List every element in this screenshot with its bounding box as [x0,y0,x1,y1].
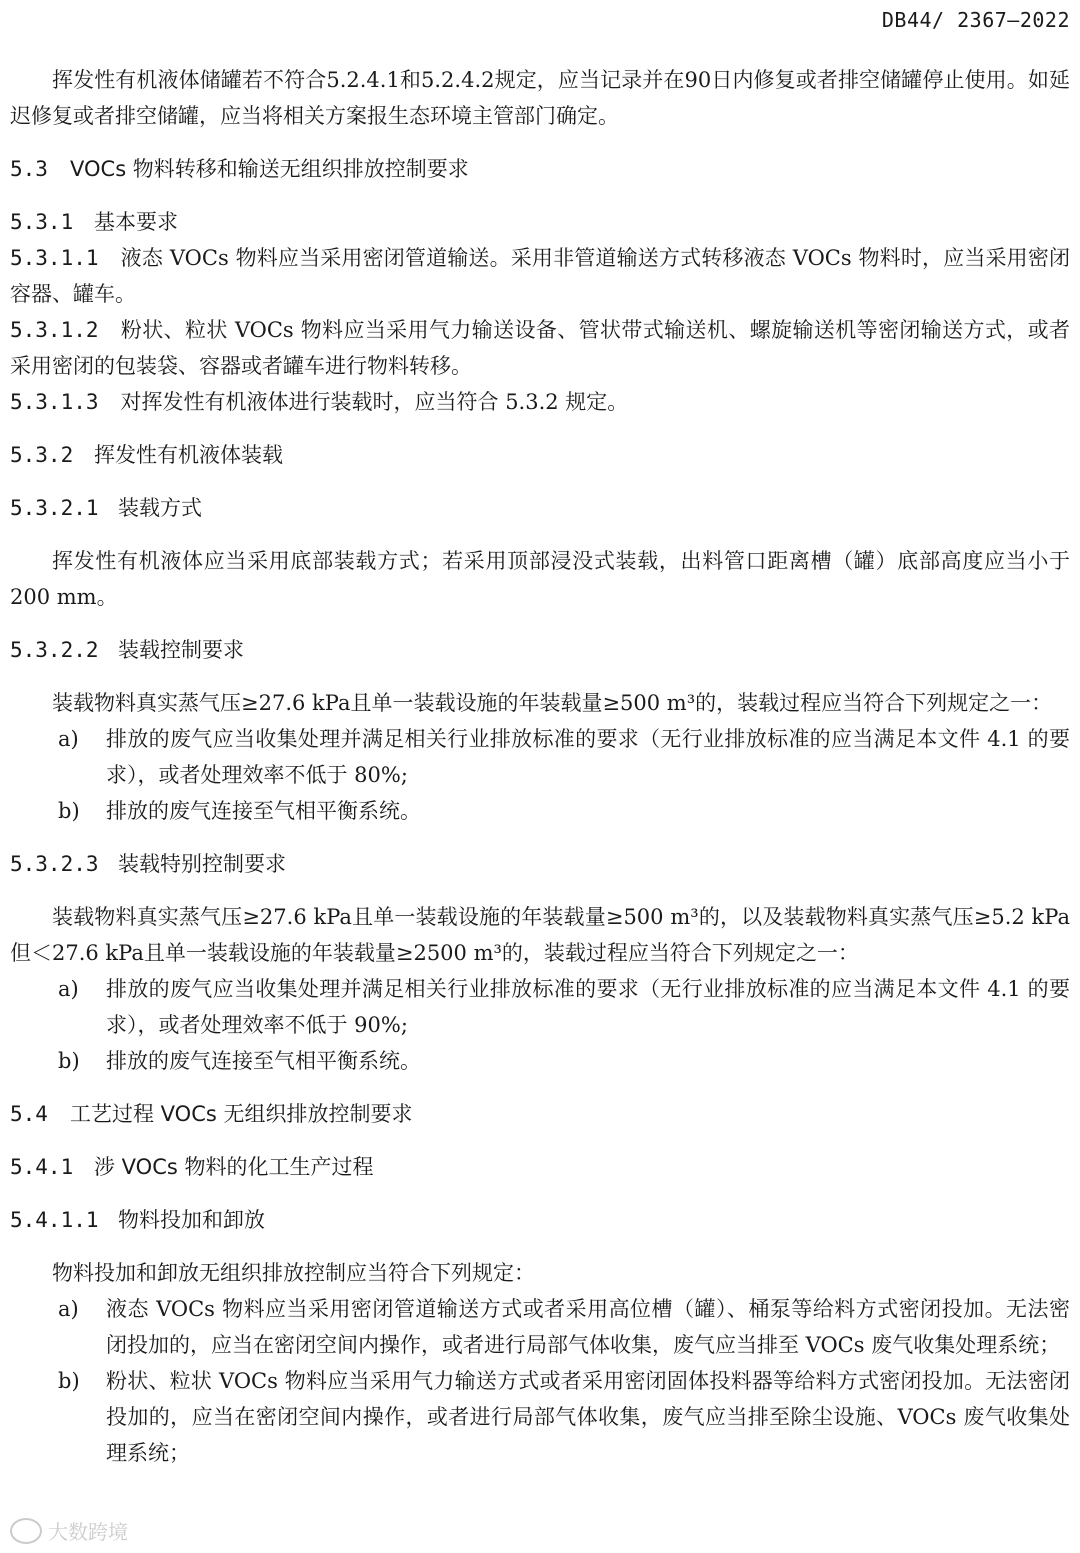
clause [10,312,1070,384]
list-text: 液态 VOCs 物料应当采用密闭管道输送方式或者采用高位槽（罐）、桶泵等给料方式密闭投加。无法密闭投加的，应当在密闭空间内操作，或者进行局部气体收集，废气应当排至 VOCs 废气收集处理系统； [106,1297,1070,1357]
clause-number: 5.3.1.3 [10,390,99,414]
section-heading [10,1202,1070,1238]
list-text: 排放的废气应当收集处理并满足相关行业排放标准的要求（无行业排放标准的应当满足本文件 4.1 的要求），或者处理效率不低于 80%; [106,727,1070,787]
section-title: 物料投加和卸放 [118,1208,265,1232]
list-text: 排放的废气连接至气相平衡系统。 [106,1049,421,1073]
section-heading [10,204,1070,240]
clause-text: 对挥发性有机液体进行装载时，应当符合 5.3.2 规定。 [120,390,629,414]
list-text: 粉状、粒状 VOCs 物料应当采用气力输送方式或者采用密闭固体投料器等给料方式密闭投加。无法密闭投加的，应当在密闭空间内操作，或者进行局部气体收集，废气应当排至除尘设施、VOCs 废气收集处理系统； [106,1369,1070,1465]
section-heading [10,437,1070,473]
clause-number: 5.3.1.2 [10,318,99,342]
weibo-logo-icon [10,1518,42,1544]
section-number: 5.3 [10,157,48,181]
section-number: 5.3.2.3 [10,852,99,876]
document-number: DB44/ 2367—2022 [881,8,1070,32]
list-item [58,721,1070,793]
clause [10,384,1070,420]
watermark [10,1516,128,1545]
list-text: 排放的废气连接至气相平衡系统。 [106,799,421,823]
clause-text: 液态 VOCs 物料应当采用密闭管道输送。采用非管道输送方式转移液态 VOCs 物料时，应当采用密闭容器、罐车。 [10,246,1070,306]
section-title: 挥发性有机液体装载 [94,443,283,467]
paragraph: 挥发性有机液体储罐若不符合5.2.4.1和5.2.4.2规定，应当记录并在90日内修复或者排空储罐停止使用。如延迟修复或者排空储罐，应当将相关方案报生态环境主管部门确定。 [10,68,1070,128]
section-heading [10,1149,1070,1185]
section-title: 装载方式 [118,496,202,520]
section-title: 装载特别控制要求 [118,852,286,876]
section-title: 工艺过程 VOCs 无组织排放控制要求 [70,1102,413,1126]
list-item [58,971,1070,1043]
list-text: 排放的废气应当收集处理并满足相关行业排放标准的要求（无行业排放标准的应当满足本文件 4.1 的要求），或者处理效率不低于 90%; [106,977,1070,1037]
section-number: 5.4 [10,1102,48,1126]
list-label: b) [58,1049,80,1073]
list-item [58,1043,1070,1079]
document-body [10,62,1070,1471]
clause [10,240,1070,312]
section-number: 5.3.2 [10,443,74,467]
list-item [58,1363,1070,1471]
section-number: 5.4.1.1 [10,1208,99,1232]
paragraph: 装载物料真实蒸气压≥27.6 kPa且单一装载设施的年装载量≥500 m³的，装载过程应当符合下列规定之一： [52,691,1053,715]
list-label: a) [58,727,79,751]
section-heading [10,846,1070,882]
list-label: a) [58,1297,79,1321]
list-item [58,1291,1070,1363]
section-title: 涉 VOCs 物料的化工生产过程 [94,1155,374,1179]
list-label: b) [58,799,80,823]
watermark-text: 大数跨境 [48,1520,128,1544]
section-title: 装载控制要求 [118,638,244,662]
list-item [58,793,1070,829]
section-title: 基本要求 [94,210,178,234]
section-heading [10,490,1070,526]
section-heading [10,1096,1070,1132]
list-label: b) [58,1369,80,1393]
list-label: a) [58,977,79,1001]
clause-number: 5.3.1.1 [10,246,99,270]
paragraph: 物料投加和卸放无组织排放控制应当符合下列规定： [52,1261,535,1285]
section-heading [10,151,1070,187]
paragraph: 装载物料真实蒸气压≥27.6 kPa且单一装载设施的年装载量≥500 m³的，以及装载物料真实蒸气压≥5.2 kPa但＜27.6 kPa且单一装载设施的年装载量≥2500 m³的，装载过程应当符合下列规定之一： [10,905,1070,965]
paragraph: 挥发性有机液体应当采用底部装载方式；若采用顶部浸没式装载，出料管口距离槽（罐）底部高度应当小于200 mm。 [10,549,1070,609]
section-heading [10,632,1070,668]
section-number: 5.4.1 [10,1155,74,1179]
section-title: VOCs 物料转移和输送无组织排放控制要求 [70,157,469,181]
clause-text: 粉状、粒状 VOCs 物料应当采用气力输送设备、管状带式输送机、螺旋输送机等密闭输送方式，或者采用密闭的包装袋、容器或者罐车进行物料转移。 [10,318,1070,378]
section-number: 5.3.1 [10,210,74,234]
section-number: 5.3.2.1 [10,496,99,520]
section-number: 5.3.2.2 [10,638,99,662]
